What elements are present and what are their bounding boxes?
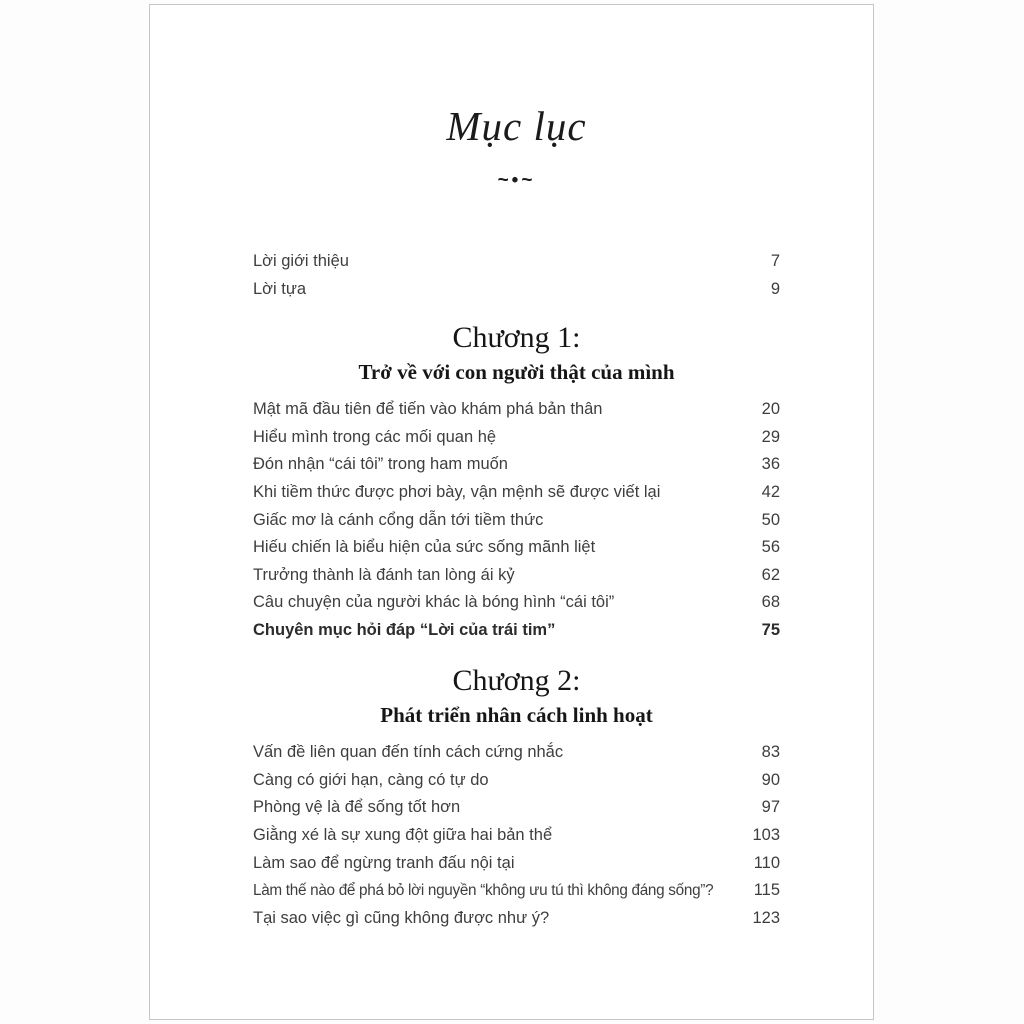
toc-entry-title: Phòng vệ là để sống tốt hơn	[253, 798, 461, 817]
toc-entry-title: Lời giới thiệu	[253, 252, 349, 271]
chapter-subtitle: Phát triển nhân cách linh hoạt	[380, 703, 653, 727]
toc-entry-title: Đón nhận “cái tôi” trong ham muốn	[253, 455, 508, 474]
toc-row	[253, 822, 780, 850]
toc-row	[253, 479, 780, 507]
toc-entry-title: Tại sao việc gì cũng không được như ý?	[253, 908, 550, 927]
toc-entry-title: Càng có giới hạn, càng có tự do	[253, 770, 489, 789]
toc-entry-title: Giấc mơ là cánh cổng dẫn tới tiềm thức	[253, 510, 544, 529]
toc-page-number: 123	[752, 908, 780, 927]
toc-page-number: 103	[752, 826, 780, 845]
toc-entry-title: Làm sao để ngừng tranh đấu nội tại	[253, 853, 515, 872]
toc-row	[253, 794, 780, 822]
toc-page-number: 42	[761, 483, 780, 502]
toc-page-number: 97	[761, 798, 780, 817]
toc-page-number: 83	[761, 743, 780, 762]
toc-row	[253, 534, 780, 562]
toc-entry-title: Lời tựa	[253, 279, 307, 298]
toc-row	[253, 451, 780, 479]
front-matter-list	[253, 248, 780, 303]
toc-page-number: 90	[761, 770, 780, 789]
toc-row	[253, 739, 780, 767]
toc-entry-title: Hiểu mình trong các mối quan hệ	[253, 427, 497, 446]
toc-page-number: 7	[770, 252, 780, 271]
toc-row	[253, 877, 780, 905]
toc-entry-title: Trưởng thành là đánh tan lòng ái kỷ	[253, 565, 515, 584]
toc-entry-title: Làm thế nào để phá bỏ lời nguyền “không ưu tú thì không đáng sống”?	[253, 881, 714, 899]
ornament-divider: ~•~	[497, 170, 536, 191]
toc-row	[253, 617, 780, 645]
toc-row	[253, 396, 780, 424]
toc-entry-title: Hiếu chiến là biểu hiện của sức sống mãnh liệt	[253, 538, 596, 557]
toc-page-number: 50	[761, 510, 780, 529]
chapter-heading: Chương 1:	[452, 321, 581, 354]
toc-page-number: 56	[761, 538, 780, 557]
toc-row	[253, 767, 780, 795]
toc-row	[253, 248, 780, 276]
toc-row	[253, 562, 780, 590]
chapter-entries-list	[253, 396, 780, 644]
toc-page-number: 68	[761, 593, 780, 612]
chapter-entries-list	[253, 739, 780, 932]
toc-entry-title: Mật mã đầu tiên để tiến vào khám phá bản thân	[253, 400, 603, 419]
toc-page-number: 29	[761, 427, 780, 446]
toc-entry-title: Chuyên mục hỏi đáp “Lời của trái tim”	[253, 621, 556, 640]
toc-page-number: 20	[761, 400, 780, 419]
toc-page-number: 9	[770, 279, 780, 298]
toc-row	[253, 905, 780, 933]
toc-row	[253, 276, 780, 304]
toc-row	[253, 849, 780, 877]
chapter-heading: Chương 2:	[452, 664, 581, 697]
chapter-section	[253, 318, 780, 644]
toc-entry-title: Vấn đề liên quan đến tính cách cứng nhắc	[253, 743, 564, 762]
toc-page-number: 36	[761, 455, 780, 474]
toc-row	[253, 589, 780, 617]
chapter-subtitle: Trở về với con người thật của mình	[358, 360, 675, 384]
toc-page-number: 110	[753, 853, 780, 872]
toc-page-number: 115	[753, 881, 780, 900]
book-page	[149, 4, 874, 1020]
chapter-section	[253, 661, 780, 932]
toc-entry-title: Câu chuyện của người khác là bóng hình “cái tôi”	[253, 593, 615, 612]
toc-entry-title: Giằng xé là sự xung đột giữa hai bản thể	[253, 826, 553, 845]
toc-row	[253, 424, 780, 452]
page-title: Mục lục	[446, 103, 587, 149]
toc-row	[253, 506, 780, 534]
toc-entry-title: Khi tiềm thức được phơi bày, vận mệnh sẽ được viết lại	[253, 483, 661, 502]
toc-page-number: 62	[761, 565, 780, 584]
toc-page-number: 75	[761, 621, 780, 640]
